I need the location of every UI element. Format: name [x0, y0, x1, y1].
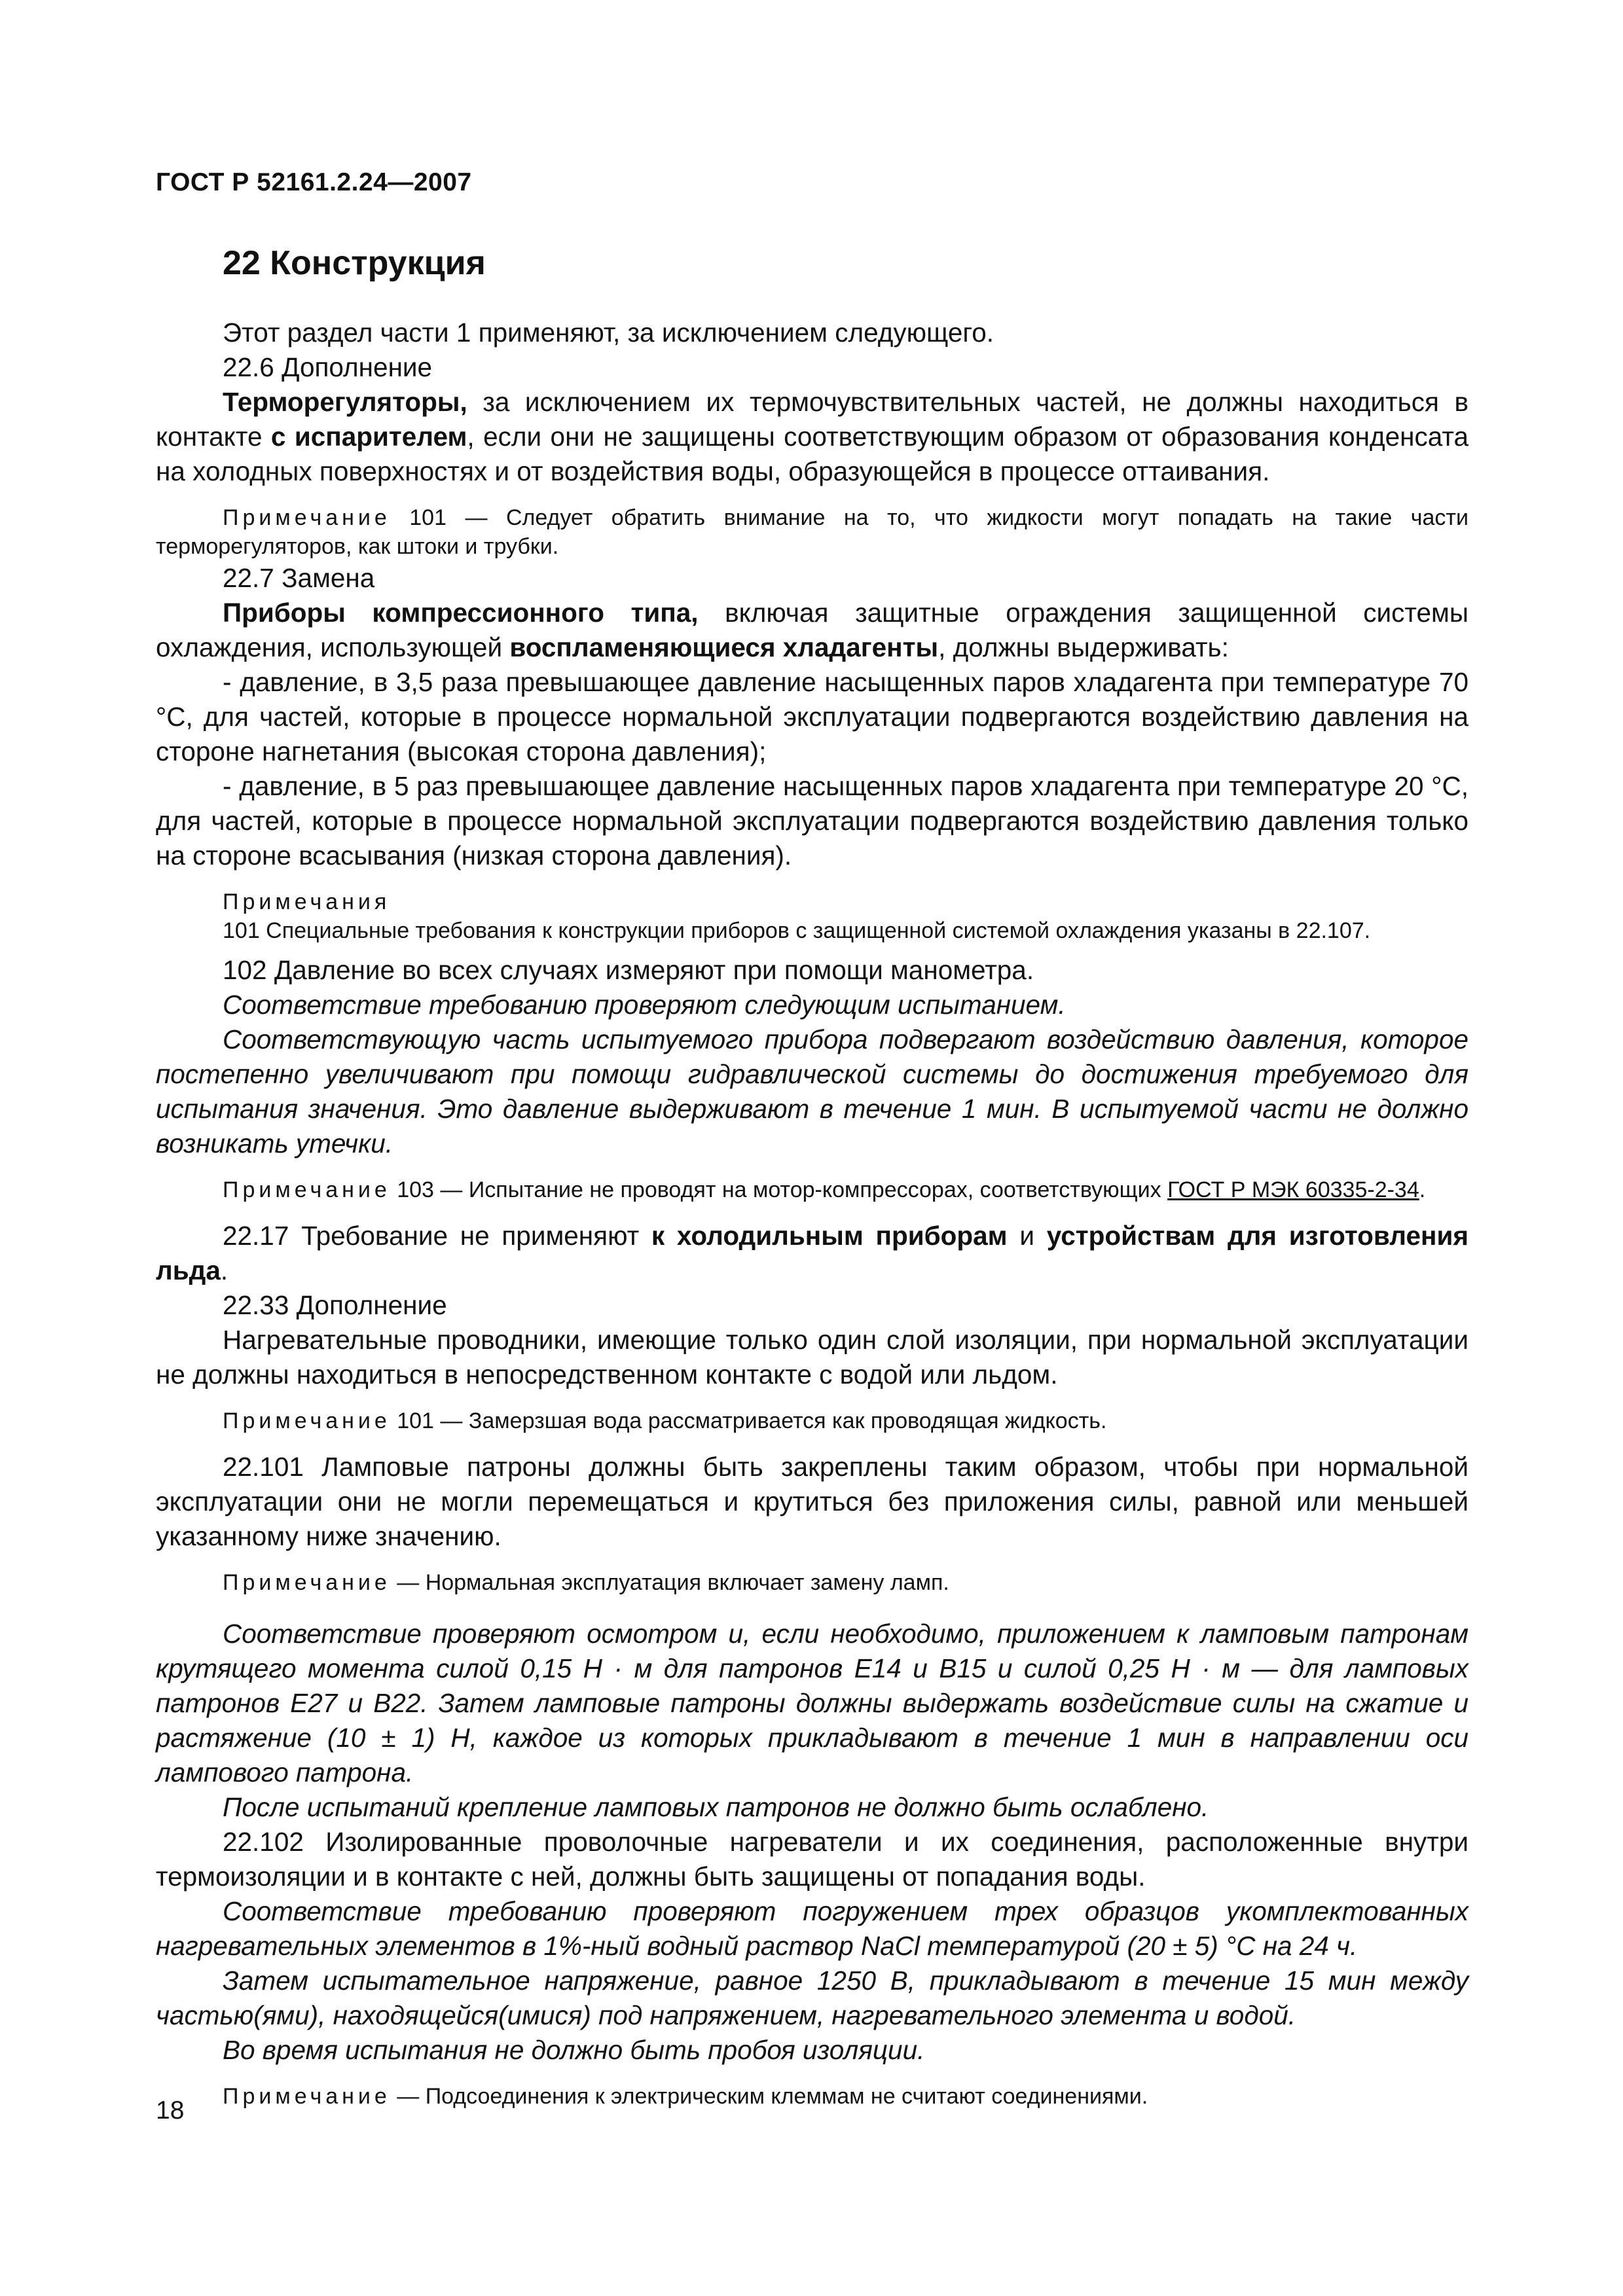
- compliance-statement: Соответствие требованию проверяют следующим испытанием.: [223, 990, 1066, 1020]
- note-label: Примечание: [223, 1570, 391, 1595]
- note-label: Примечание: [223, 505, 391, 530]
- test-result-lampholders: После испытаний крепление ламповых патронов не должно быть ослаблено.: [223, 1792, 1209, 1822]
- notes-label: Примечания: [223, 889, 391, 914]
- paragraph-intro: Этот раздел части 1 применяют, за исключением следующего.: [223, 317, 994, 348]
- test-procedure-immersion: Соответствие требованию проверяют погружением трех образцов укомплектованных нагревательных элементов в 1%-ный водный раствор NaCl температурой (20 ± 5) °С на 24 ч.: [156, 1896, 1468, 1961]
- clause-heading-22-33: 22.33 Дополнение: [223, 1290, 447, 1320]
- bold-term: устройствам для изготовления льда: [156, 1221, 1468, 1285]
- standard-reference-link[interactable]: ГОСТ Р МЭК 60335-2-34: [1167, 1177, 1419, 1202]
- bold-term: Терморегуляторы,: [223, 387, 467, 417]
- note-terminal-connections: Примечание — Подсоединения к электрическим клеммам не считают соединениями.: [223, 2084, 1148, 2109]
- test-result-insulation: Во время испытания не должно быть пробоя изоляции.: [223, 2035, 925, 2065]
- clause-22-102-heaters: 22.102 Изолированные проволочные нагреватели и их соединения, расположенные внутри термоизоляции и в контакте с ней, должны быть защищены от попадания воды.: [156, 1827, 1468, 1892]
- bold-term: к холодильным приборам: [651, 1221, 1008, 1251]
- clause-heading-22-6: 22.6 Дополнение: [223, 352, 433, 382]
- paragraph-thermostats: Терморегуляторы, за исключением их термочувствительных частей, не должны находиться в контакте с испарителем, если они не защищены соответствующим образом от образования конденсата на холодных поверхностях и от воздействия воды, образующейся в процессе оттаивания.: [156, 387, 1468, 486]
- clause-22-17: 22.17 Требование не применяют к холодильным приборам и устройствам для изготовления льда.: [156, 1221, 1468, 1285]
- paragraph-heating-conductors: Нагревательные проводники, имеющие только один слой изоляции, при нормальной эксплуатации не должны находиться в непосредственном контакте с водой или льдом.: [156, 1325, 1468, 1390]
- note-101-thermostats: Примечание 101 — Следует обратить внимание на то, что жидкости могут попадать на такие части терморегуляторов, как штоки и трубки.: [156, 505, 1468, 559]
- test-procedure-lampholders: Соответствие проверяют осмотром и, если необходимо, приложением к ламповым патронам крутящего момента силой 0,15 Н · м для патронов Е14 и В15 и силой 0,25 Н · м — для ламповых патронов Е27 и В22. Затем ламповые патроны должны выдержать воздействие силы на сжатие и растяжение (10 ± 1) Н, каждое из которых прикладывают в течение 1 мин в направлении оси лампового патрона.: [156, 1619, 1468, 1787]
- note-101-requirements: 101 Специальные требования к конструкции приборов с защищенной системой охлаждения указаны в 22.107.: [223, 918, 1371, 943]
- bold-term: с испарителем: [270, 422, 467, 452]
- section-title: 22 Конструкция: [223, 244, 486, 282]
- test-procedure-pressure: Соответствующую часть испытуемого прибора подвергают воздействию давления, которое постепенно увеличивают при помощи гидравлической системы до достижения требуемого для испытания значения. Это давление выдерживают в течение 1 мин. В испытуемой части не должно возникать утечки.: [156, 1024, 1468, 1158]
- note-103-motor-compressors: Примечание 103 — Испытание не проводят на мотор-компрессорах, соответствующих ГОСТ Р МЭК 60335-2-34.: [223, 1177, 1426, 1202]
- document-header: ГОСТ Р 52161.2.24—2007: [156, 168, 472, 196]
- document-body: [156, 315, 1468, 2111]
- note-label: Примечание: [223, 2084, 391, 2109]
- list-item-low-pressure: - давление, в 5 раз превышающее давление насыщенных паров хладагента при температуре 20 °С, для частей, которые в процессе нормальной эксплуатации подвергаются воздействию давления только на стороне всасывания (низкая сторона давления).: [156, 771, 1468, 870]
- bold-term: воспламеняющиеся хладагенты: [509, 632, 939, 662]
- test-procedure-voltage: Затем испытательное напряжение, равное 1250 В, прикладывают в течение 15 мин между частью(ями), находящейся(имися) под напряжением, нагревательного элемента и водой.: [156, 1965, 1468, 2030]
- paragraph-compressors: Приборы компрессионного типа, включая защитные ограждения защищенной системы охлаждения, использующей воспламеняющиеся хладагенты, должны выдерживать:: [156, 598, 1468, 662]
- clause-heading-22-7: 22.7 Замена: [223, 563, 375, 593]
- page-number: 18: [156, 2096, 185, 2125]
- note-label: Примечание: [223, 1408, 391, 1433]
- clause-22-101-lampholders: 22.101 Ламповые патроны должны быть закреплены таким образом, чтобы при нормальной эксплуатации они не могли перемещаться и крутиться без приложения силы, равной или меньшей указанному ниже значению.: [156, 1452, 1468, 1551]
- list-item-high-pressure: - давление, в 3,5 раза превышающее давление насыщенных паров хладагента при температуре 70 °С, для частей, которые в процессе нормальной эксплуатации подвергаются воздействию давления на стороне нагнетания (высокая сторона давления);: [156, 667, 1468, 766]
- note-label: Примечание: [223, 1177, 391, 1202]
- note-lamp-replacement: Примечание — Нормальная эксплуатация включает замену ламп.: [223, 1570, 949, 1595]
- paragraph-102-manometer: 102 Давление во всех случаях измеряют при помощи манометра.: [223, 955, 1034, 985]
- note-101-frozen-water: Примечание 101 — Замерзшая вода рассматривается как проводящая жидкость.: [223, 1408, 1107, 1433]
- bold-term: Приборы компрессионного типа,: [223, 598, 699, 628]
